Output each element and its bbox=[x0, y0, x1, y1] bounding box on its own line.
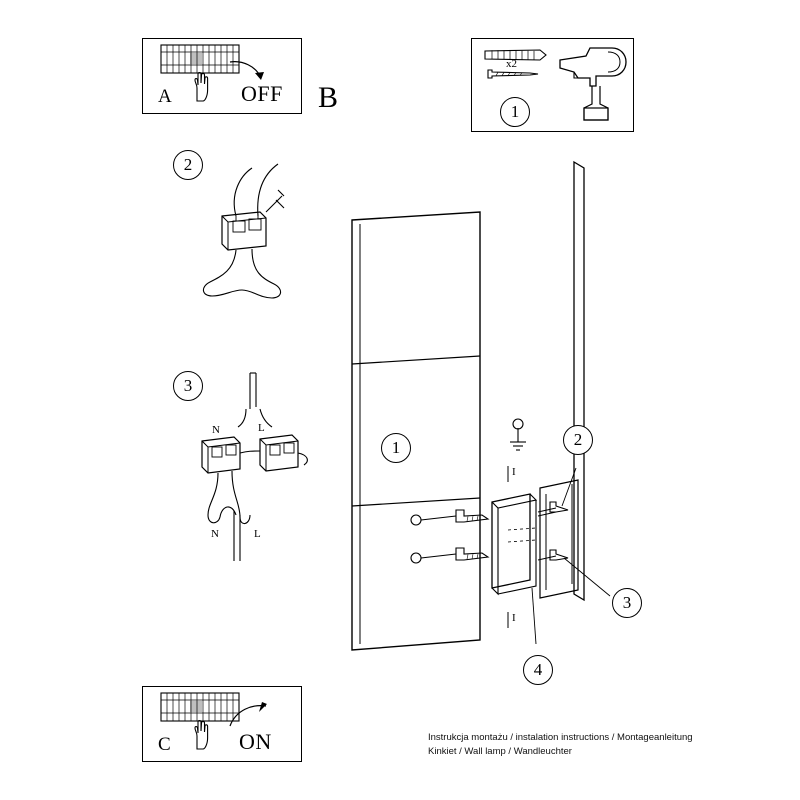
callout-3: 3 bbox=[612, 588, 642, 618]
callout-2: 2 bbox=[563, 425, 593, 455]
section-b-letter: B bbox=[318, 81, 339, 114]
terminal-label-l-bottom: L bbox=[254, 528, 261, 540]
step-3-wiring-diagram bbox=[188, 365, 318, 565]
callout-1: 1 bbox=[381, 433, 411, 463]
footer-subtitle: Kinkiet / Wall lamp / Wandleuchter bbox=[428, 746, 572, 757]
terminal-label-n-top: N bbox=[212, 424, 220, 436]
section-mark-bottom: I bbox=[512, 612, 516, 624]
panel-c-state-label: ON bbox=[239, 729, 272, 754]
panel-c-arrow-icon bbox=[226, 700, 270, 732]
quantity-label: x2 bbox=[506, 58, 517, 70]
step-2-badge: 2 bbox=[173, 150, 203, 180]
drill-icon bbox=[556, 42, 630, 124]
panel-a-state-label: OFF bbox=[241, 81, 283, 106]
panel-c-letter: C bbox=[158, 734, 171, 755]
panel-c-hand-icon bbox=[183, 716, 217, 750]
section-mark-top: I bbox=[512, 466, 516, 478]
assembly-drawing bbox=[340, 150, 660, 670]
panel-a-hand-icon bbox=[183, 68, 217, 102]
panel-a-letter: A bbox=[158, 86, 172, 107]
step-3-badge: 3 bbox=[173, 371, 203, 401]
callout-4: 4 bbox=[523, 655, 553, 685]
step-2-wiring-diagram bbox=[196, 150, 306, 310]
terminal-label-l-top: L bbox=[258, 422, 265, 434]
footer-title: Instrukcja montażu / instalation instructions / Montageanleitung bbox=[428, 732, 693, 743]
terminal-label-n-bottom: N bbox=[211, 528, 219, 540]
step-1-badge: 1 bbox=[500, 97, 530, 127]
